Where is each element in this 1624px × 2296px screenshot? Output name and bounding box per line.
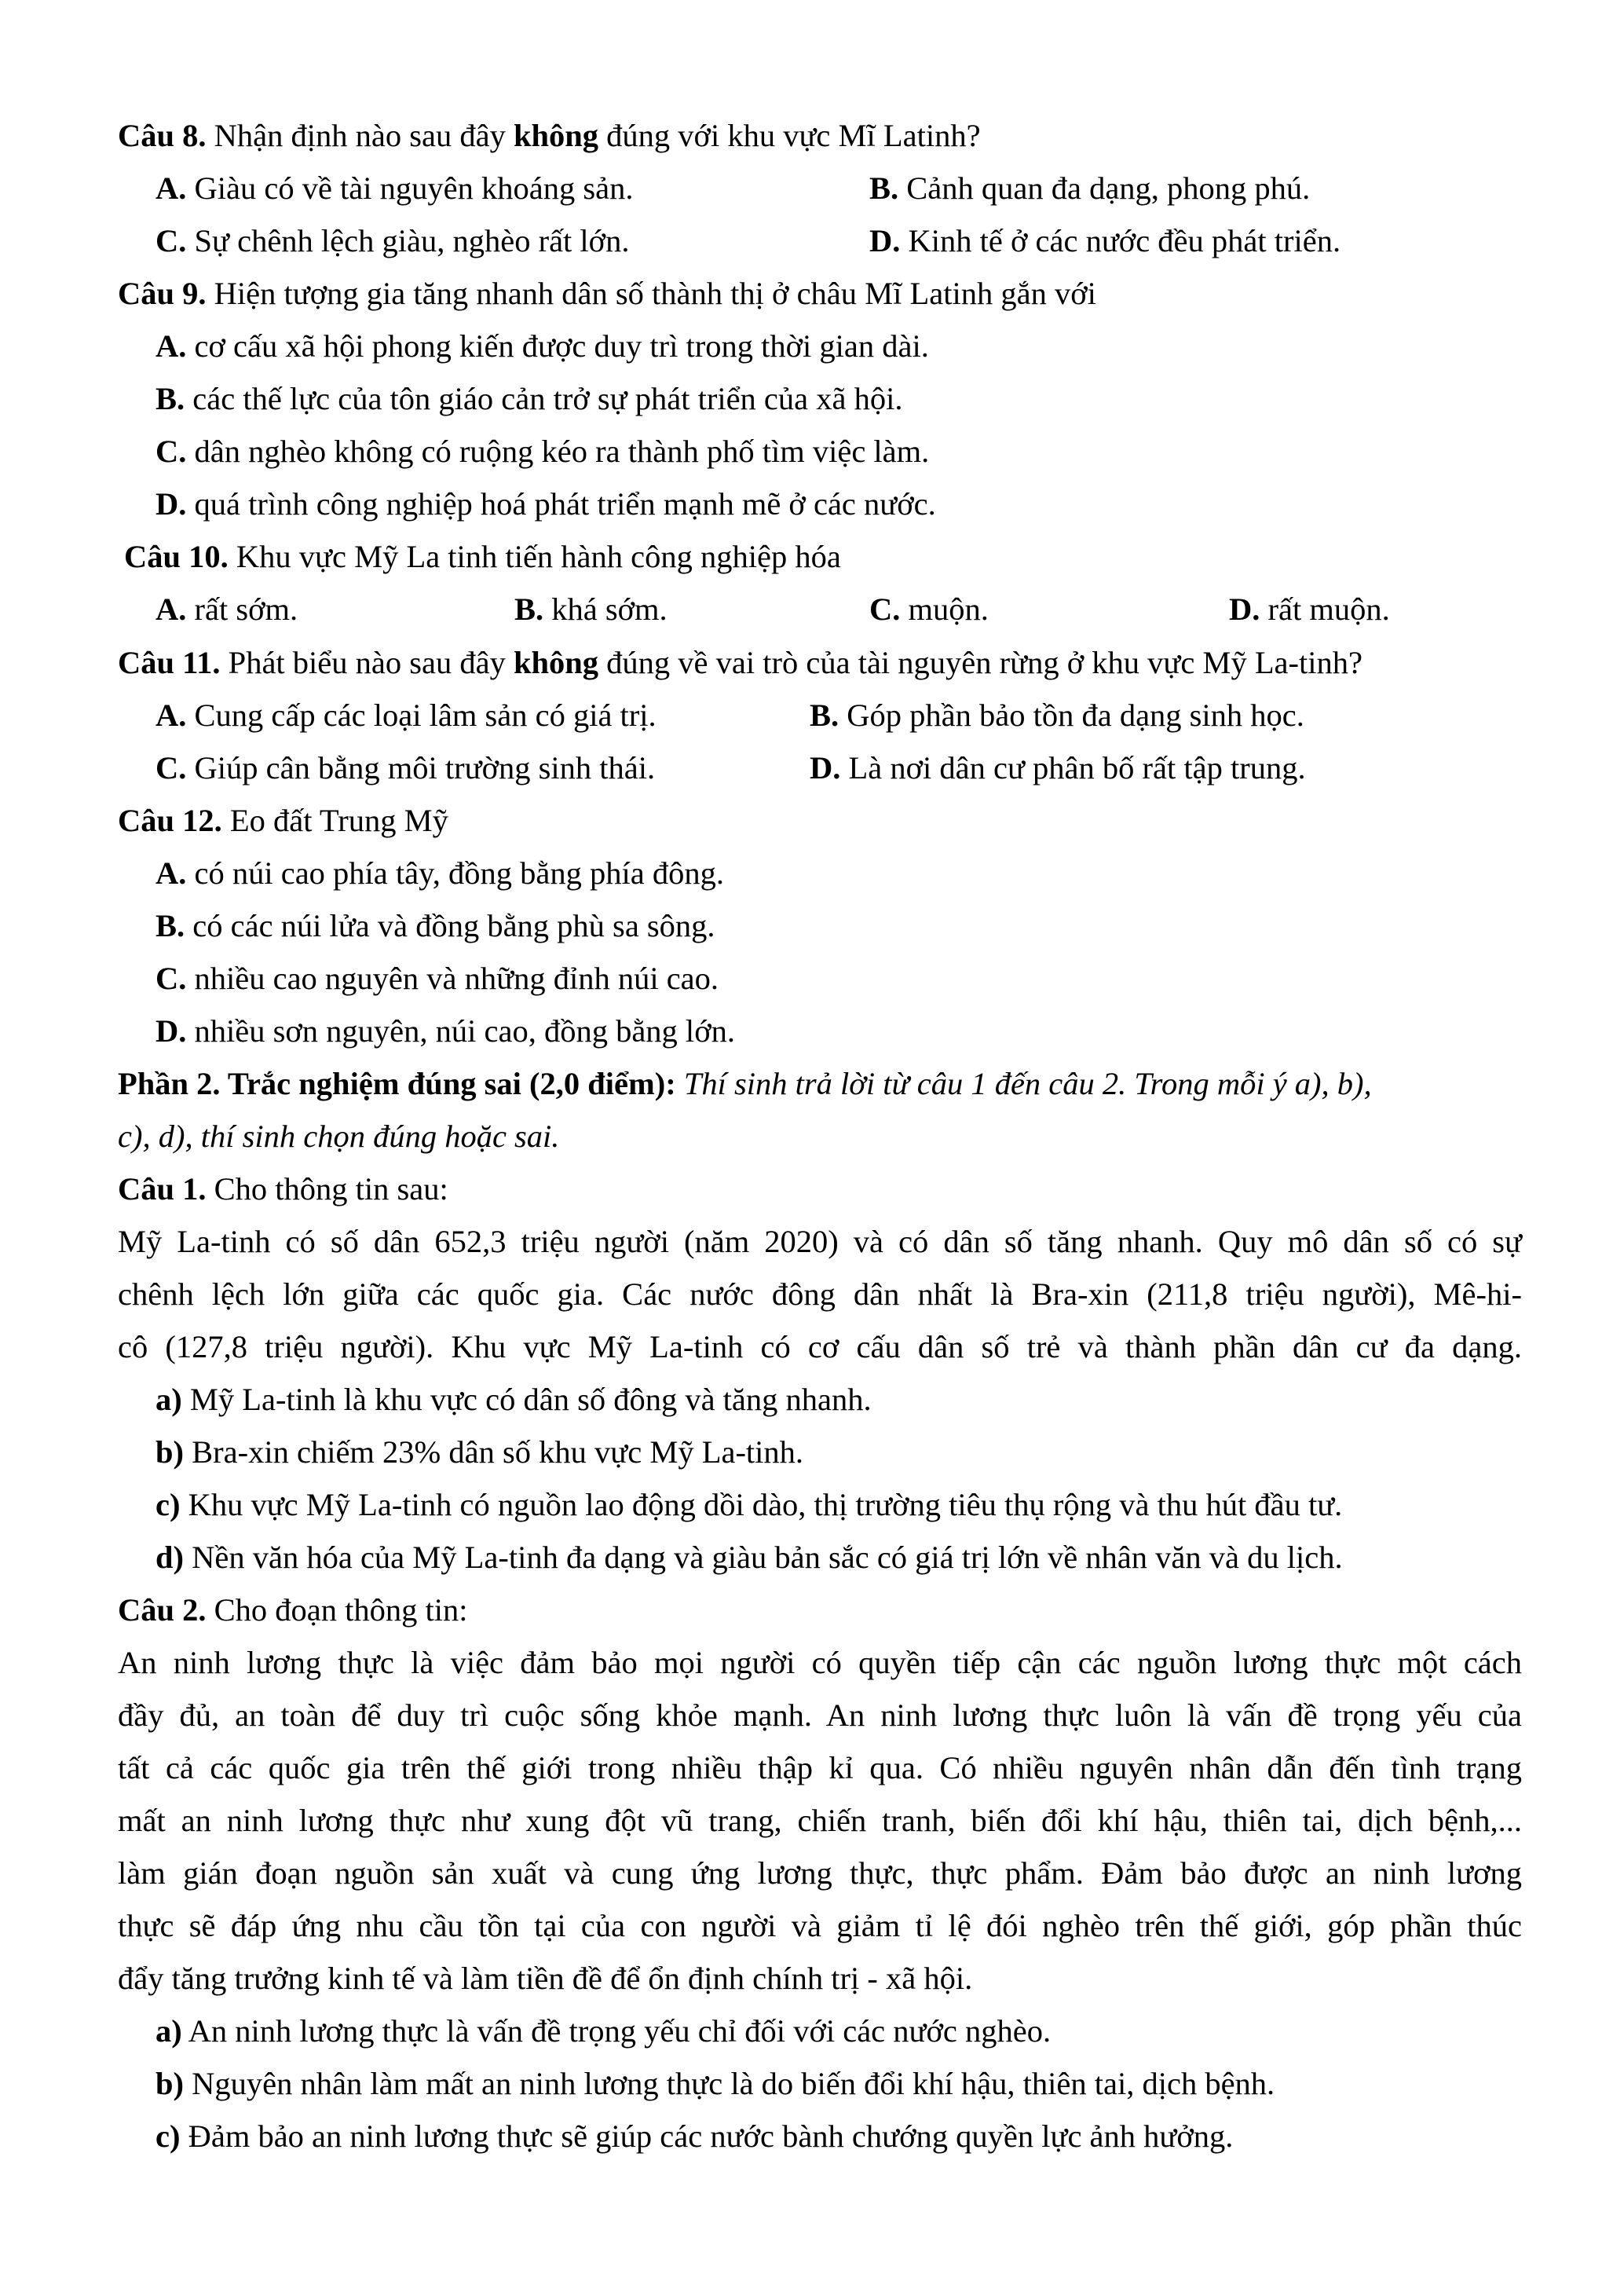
question-number: Câu 8.: [118, 118, 207, 153]
question-number: Câu 12.: [118, 803, 222, 838]
option-d: D. nhiều sơn nguyên, núi cao, đồng bằng lớn.: [155, 1013, 735, 1049]
option-a: A. Giàu có về tài nguyên khoáng sản.: [155, 170, 634, 206]
option-b: B. Cảnh quan đa dạng, phong phú.: [869, 170, 1311, 206]
emphasis-text: không: [513, 645, 599, 680]
statement-b: b) Bra-xin chiếm 23% dân số khu vực Mỹ La-tinh.: [155, 1434, 804, 1470]
passage-line: đầy đủ, an toàn để duy trì cuộc sống khỏe mạnh. An ninh lương thực luôn là vấn đề trọng yếu của: [118, 1697, 1522, 1733]
question-number: Câu 2.: [118, 1592, 207, 1628]
part2-question-2-stem: Câu 2. Cho đoạn thông tin:: [118, 1592, 468, 1628]
part-2-heading: [118, 1057, 1372, 1110]
statement-d: d) Nền văn hóa của Mỹ La-tinh đa dạng và giàu bản sắc có giá trị lớn về nhân văn và du lịch.: [155, 1540, 1343, 1575]
option-d: D. Là nơi dân cư phân bố rất tập trung.: [810, 750, 1306, 785]
question-8-stem: Câu 8. Nhận định nào sau đây không đúng với khu vực Mĩ Latinh?: [118, 118, 981, 153]
statement-b: b) Nguyên nhân làm mất an ninh lương thực là do biến đổi khí hậu, thiên tai, dịch bệnh.: [155, 2066, 1275, 2101]
passage-line: thực sẽ đáp ứng nhu cầu tồn tại của con người và giảm tỉ lệ đói nghèo trên thế giới, góp phần thúc: [118, 1908, 1522, 1943]
question-number: Câu 11.: [118, 645, 221, 680]
passage-line: tất cả các quốc gia trên thế giới trong nhiều thập kỉ qua. Có nhiều nguyên nhân dẫn đến tình trạng: [118, 1750, 1522, 1785]
option-d: D. Kinh tế ở các nước đều phát triển.: [869, 223, 1341, 258]
option-d: D. quá trình công nghiệp hoá phát triển mạnh mẽ ở các nước.: [155, 486, 936, 522]
part-2-instructions-cont: c), d), thí sinh chọn đúng hoặc sai.: [118, 1119, 560, 1154]
option-a: A. Cung cấp các loại lâm sản có giá trị.: [155, 698, 657, 733]
passage-line: Mỹ La-tinh có số dân 652,3 triệu người (năm 2020) và có dân số tăng nhanh. Quy mô dân số có sự: [118, 1224, 1522, 1259]
option-c: C. dân nghèo không có ruộng kéo ra thành phố tìm việc làm.: [155, 434, 930, 469]
option-d: D. rất muộn.: [1229, 591, 1390, 627]
question-11-stem: Câu 11. Phát biểu nào sau đây không đúng về vai trò của tài nguyên rừng ở khu vực Mỹ La-tinh?: [118, 645, 1362, 680]
question-10-stem: Câu 10. Khu vực Mỹ La tinh tiến hành công nghiệp hóa: [124, 539, 841, 574]
option-a: A. rất sớm.: [155, 591, 298, 627]
passage-line: đẩy tăng trưởng kinh tế và làm tiền đề để ổn định chính trị - xã hội.: [118, 1961, 973, 1996]
option-b: B. có các núi lửa và đồng bằng phù sa sông.: [155, 908, 715, 943]
passage-line: mất an ninh lương thực như xung đột vũ trang, chiến tranh, biến đổi khí hậu, thiên tai, dịch bệnh,...: [118, 1803, 1522, 1838]
part2-question-1-stem: Câu 1. Cho thông tin sau:: [118, 1171, 448, 1207]
passage-line: chênh lệch lớn giữa các quốc gia. Các nước đông dân nhất là Bra-xin (211,8 triệu người), Mê-hi-: [118, 1276, 1522, 1312]
option-a: A. cơ cấu xã hội phong kiến được duy trì trong thời gian dài.: [155, 328, 929, 364]
passage-line: làm gián đoạn nguồn sản xuất và cung ứng lương thực, thực phẩm. Đảm bảo được an ninh lương: [118, 1855, 1522, 1891]
statement-c: c) Khu vực Mỹ La-tinh có nguồn lao động dồi dào, thị trường tiêu thụ rộng và thu hút đầu tư.: [155, 1487, 1343, 1522]
emphasis-text: không: [513, 118, 599, 153]
question-number: Câu 10.: [124, 539, 229, 574]
option-c: C. muộn.: [869, 591, 989, 627]
question-9-stem: Câu 9. Hiện tượng gia tăng nhanh dân số thành thị ở châu Mĩ Latinh gắn với: [118, 276, 1096, 311]
question-number: Câu 9.: [118, 276, 207, 311]
option-c: C. Giúp cân bằng môi trường sinh thái.: [155, 750, 656, 785]
passage-line: An ninh lương thực là việc đảm bảo mọi người có quyền tiếp cận các nguồn lương thực một cách: [118, 1645, 1522, 1680]
question-12-stem: Câu 12. Eo đất Trung Mỹ: [118, 803, 448, 838]
section-instructions: Thí sinh trả lời từ câu 1 đến câu 2. Trong mỗi ý a), b),: [675, 1066, 1372, 1101]
option-b: B. Góp phần bảo tồn đa dạng sinh học.: [810, 698, 1304, 733]
option-c: C. Sự chênh lệch giàu, nghèo rất lớn.: [155, 223, 630, 258]
statement-a: a) Mỹ La-tinh là khu vực có dân số đông và tăng nhanh.: [155, 1382, 872, 1417]
option-b: B. các thế lực của tôn giáo cản trở sự phát triển của xã hội.: [155, 381, 903, 416]
section-title: Phần 2. Trắc nghiệm đúng sai (2,0 điểm):: [118, 1066, 676, 1101]
statement-c: c) Đảm bảo an ninh lương thực sẽ giúp các nước bành chướng quyền lực ảnh hưởng.: [155, 2118, 1234, 2154]
option-b: B. khá sớm.: [514, 591, 668, 627]
option-c: C. nhiều cao nguyên và những đỉnh núi cao.: [155, 961, 719, 996]
option-a: A. có núi cao phía tây, đồng bằng phía đông.: [155, 855, 724, 891]
statement-a: a) An ninh lương thực là vấn đề trọng yếu chỉ đối với các nước nghèo.: [155, 2013, 1052, 2049]
passage-line: cô (127,8 triệu người). Khu vực Mỹ La-tinh có cơ cấu dân số trẻ và thành phần dân cư đa dạng.: [118, 1329, 1522, 1364]
question-number: Câu 1.: [118, 1171, 207, 1207]
